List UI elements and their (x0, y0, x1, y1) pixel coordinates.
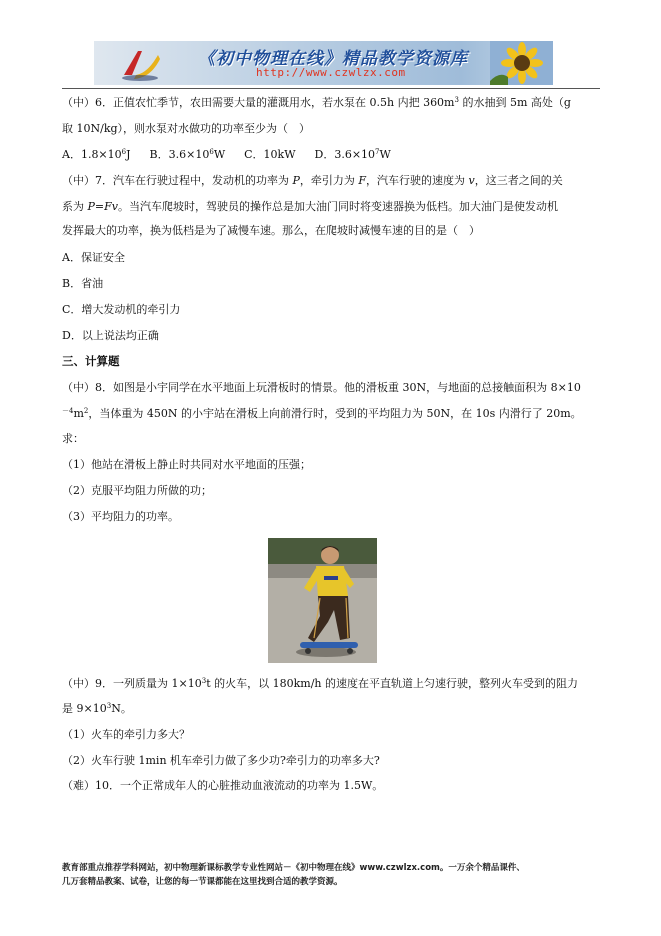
q7-line1: （中）7．汽车在行驶过程中，发动机的功率为 P，牵引力为 F，汽车行驶的速度为 v，这三者之间的关 (62, 174, 563, 187)
q8-sub2: （2）克服平均阻力所做的功； (62, 484, 212, 497)
site-logo-icon (118, 45, 162, 83)
q6-option-d: D．$3.6\times 10^7W$ (314, 148, 391, 161)
q7-line3: 发挥最大的功率，换为低档是为了减慢车速。那么，在爬坡时减慢车速的目的是（ ） (62, 224, 480, 237)
footer-line2: 几万套精品教案、试卷，让您的每一节课都能在这里找到合适的教学资源。 (62, 877, 343, 887)
q6-line1: （中）6．正值农忙季节，农田需要大量的灌溉用水，若水泵在 0.5h 内把 $360m^3$ 的水抽到 5m 高处（g (62, 96, 571, 109)
q7-option-b: B．省油 (62, 277, 104, 290)
q7-line2: 系为 P=Fv。当汽车爬坡时，驾驶员的操作总是加大油门同时将变速器换为低档。加大油门是使发动机 (62, 200, 558, 213)
q9-sub2: （2）火车行驶 1min 机车牵引力做了多少功?牵引力的功率多大? (62, 754, 380, 767)
section-title: 三、计算题 (62, 354, 120, 368)
sunflower-icon (490, 41, 553, 85)
q10-line1: （难）10．一个正常成年人的心脏推动血液流动的功率为 1.5W。 (62, 779, 384, 792)
skateboard-photo (268, 538, 377, 663)
q7-option-c: C．增大发动机的牵引力 (62, 303, 181, 316)
q8-line2: $^{-4}m^2$，当体重为 450N 的小宇站在滑板上向前滑行时，受到的平均阻力为 50N，在 10s 内滑行了 20m。 (62, 407, 582, 420)
header-rule (62, 88, 600, 89)
q9-sub1: （1）火车的牵引力多大？ (62, 728, 190, 741)
q7-option-d: D．以上说法均正确 (62, 329, 159, 342)
q9-line2: 是 $9\times 10^3N$。 (62, 702, 132, 715)
q8-sub3: （3）平均阻力的功率。 (62, 510, 179, 523)
q6-option-a: A．$1.8\times 10^6J$ (62, 148, 131, 161)
q8-sub1: （1）他站在滑板上静止时共同对水平地面的压强； (62, 458, 311, 471)
q6-line2: 取 10N/kg），则水泵对水做功的功率至少为（ ） (62, 122, 311, 135)
q6-option-c: C．10kW (244, 148, 296, 161)
banner-url[interactable]: http://www.czwlzx.com (256, 66, 406, 79)
banner-title: 《初中物理在线》精品教学资源库 (198, 49, 468, 69)
q6-options (62, 148, 391, 162)
footer-line1: 教育部重点推荐学科网站，初中物理新课标教学专业性网站－《初中物理在线》www.czwlzx.com。一万余个精品课件、 (62, 863, 525, 873)
q9-line1: （中）9．一列质量为 $1\times 10^3t$ 的火车，以 180km/h 的速度在平直轨道上匀速行驶，整列火车受到的阻力 (62, 677, 578, 690)
q8-line1: （中）8．如图是小宇同学在水平地面上玩滑板时的情景。他的滑板重 30N，与地面的总接触面积为 8×10 (62, 381, 581, 394)
q6-option-b: B．$3.6\times 10^6W$ (149, 148, 226, 161)
header-banner (94, 41, 553, 85)
q8-line3: 求： (62, 432, 84, 445)
q7-option-a: A．保证安全 (62, 251, 125, 264)
